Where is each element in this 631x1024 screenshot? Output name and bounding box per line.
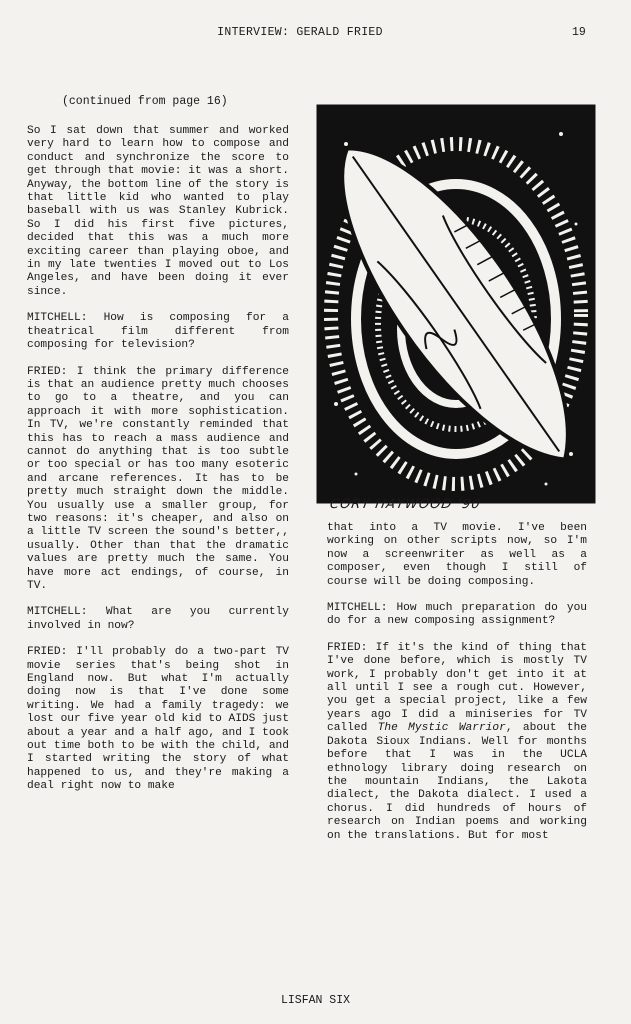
paragraph: that into a TV movie. I've been working on other scripts now, so I'm now a screenwriter as well as a composer, even though I still of course will be doing composing.	[327, 522, 587, 588]
footer-title: LISFAN SIX	[280, 994, 350, 1007]
paragraph: MITCHELL: How much preparation do you do for a new composing assignment?	[327, 602, 587, 628]
continued-note: (continued from page 16)	[62, 95, 228, 108]
left-column	[27, 125, 289, 807]
right-column	[327, 522, 587, 856]
artist-signature: CORY HAYWOOD '90	[328, 497, 482, 512]
paragraph: FRIED: I think the primary difference is that an audience pretty much chooses to go to a theatre, and you can approach it with more sophistication. In TV, we're constantly reminded that this has to reach a mass audience and cannot do anything that is too subtle or too special or has too many esoteric and arcane references. It has to be pretty much straight down the middle. You usually use a smaller group, for two reasons: it's cheaper, and also on a little TV screen the sound's better,, usually. Other than that the dramatic values are pretty much the same. You have more act endings, of course, in TV.	[27, 365, 289, 592]
page-number: 19	[572, 26, 586, 39]
illustration-svg	[316, 104, 596, 504]
paragraph: MITCHELL: How is composing for a theatrical film different from composing for television?	[27, 312, 289, 352]
paragraph	[327, 642, 587, 843]
paragraph-text: FRIED: If it's the kind of thing that I've done before, which is mostly TV work, I probably don't get into it at all until I see a rough cut. However, you get a special project, like a few years ago I did a miniseries for TV called	[327, 641, 587, 735]
paragraph: MITCHELL: What are you currently involved in now?	[27, 606, 289, 632]
paragraph: So I sat down that summer and worked very hard to learn how to compose and conduct and synchronize the score to get through that movie: it was a short. Anyway, the bottom line of the story is that little kid who wanted to play baseball with us was Stanley Kubrick. So I did his first five pictures, decided that this was a much more exciting career than playing oboe, and in my late twenties I moved out to Los Angeles, and have been doing it ever since.	[27, 125, 289, 298]
running-header: INTERVIEW: GERALD FRIED	[217, 26, 383, 39]
spaceship-illustration	[316, 104, 596, 504]
paragraph: FRIED: I'll probably do a two-part TV movie series that's being shot in England now. But what I'm actually doing now is that I've done some writing. We had a family tragedy: we lost our five year old kid to AIDS just about a year and a half ago, and I took out time both to be with the child, and I started writing the story of what happened to us, and they're making a deal right now to make	[27, 646, 289, 793]
paragraph-text: , about the Dakota Sioux Indians. Well for months before that I was in the UCLA ethnology library doing research on the mountain Indians, the Lakota dialect, the Dakota dialect. I used a chorus. I did hundreds of hours of research on Indian poems and working on the translations. But for most	[327, 722, 587, 842]
show-title: The Mystic Warrior	[377, 722, 506, 735]
